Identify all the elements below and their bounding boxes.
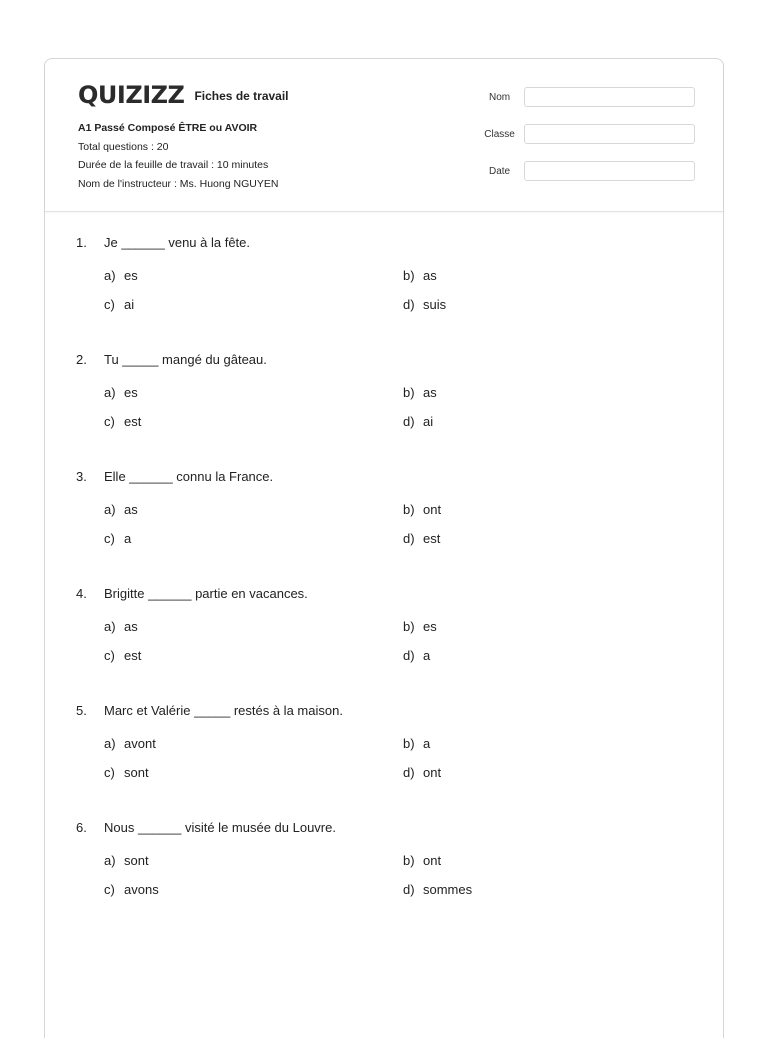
answer-options bbox=[104, 501, 696, 548]
option-text: as bbox=[423, 385, 437, 400]
question-text: Je ______ venu à la fête. bbox=[104, 235, 251, 250]
option-letter: a) bbox=[104, 385, 116, 400]
question-text: Tu _____ mangé du gâteau. bbox=[104, 352, 267, 367]
option-letter: d) bbox=[403, 297, 415, 312]
option-text: ai bbox=[124, 297, 135, 312]
option-text: sont bbox=[124, 765, 149, 780]
option-text: suis bbox=[423, 297, 447, 312]
question-number: 1. bbox=[76, 235, 87, 250]
question-prompt bbox=[76, 699, 696, 723]
question-5 bbox=[76, 699, 696, 816]
question-prompt bbox=[76, 816, 696, 840]
question-text: Brigitte ______ partie en vacances. bbox=[104, 586, 308, 601]
answer-option[interactable] bbox=[104, 267, 403, 285]
answer-option[interactable] bbox=[403, 384, 683, 402]
class-field[interactable] bbox=[524, 124, 695, 144]
worksheet bbox=[44, 58, 724, 1038]
option-letter: a) bbox=[104, 619, 116, 634]
option-text: a bbox=[423, 736, 431, 751]
answer-option[interactable] bbox=[403, 647, 683, 665]
worksheet-title: A1 Passé Composé ÊTRE ou AVOIR bbox=[78, 122, 258, 134]
date-field[interactable] bbox=[524, 161, 695, 181]
answer-options bbox=[104, 384, 696, 431]
answer-options bbox=[104, 852, 696, 899]
option-letter: d) bbox=[403, 765, 415, 780]
quizizz-logo: QUIZIZZ bbox=[78, 81, 185, 109]
option-text: est bbox=[423, 531, 441, 546]
question-number: 6. bbox=[76, 820, 87, 835]
answer-option[interactable] bbox=[104, 530, 403, 548]
question-text: Nous ______ visité le musée du Louvre. bbox=[104, 820, 336, 835]
option-letter: d) bbox=[403, 648, 415, 663]
question-prompt bbox=[76, 231, 696, 255]
answer-option[interactable] bbox=[104, 296, 403, 314]
option-text: avons bbox=[124, 882, 159, 897]
date-label: Date bbox=[488, 165, 511, 177]
answer-option[interactable] bbox=[403, 501, 683, 519]
answer-option[interactable] bbox=[403, 881, 683, 899]
student-fields bbox=[475, 85, 695, 196]
question-prompt bbox=[76, 348, 696, 372]
answer-option[interactable] bbox=[104, 384, 403, 402]
option-letter: a) bbox=[104, 736, 116, 751]
answer-option[interactable] bbox=[104, 735, 403, 753]
question-number: 3. bbox=[76, 469, 87, 484]
option-text: sont bbox=[124, 853, 149, 868]
brand bbox=[78, 81, 289, 109]
option-text: sommes bbox=[423, 882, 473, 897]
option-letter: a) bbox=[104, 268, 116, 283]
worksheet-header bbox=[45, 59, 723, 212]
answer-option[interactable] bbox=[104, 618, 403, 636]
option-letter: b) bbox=[403, 619, 415, 634]
option-letter: c) bbox=[104, 765, 115, 780]
answer-option[interactable] bbox=[403, 267, 683, 285]
option-text: est bbox=[124, 648, 142, 663]
option-letter: c) bbox=[104, 414, 115, 429]
option-text: a bbox=[423, 648, 431, 663]
answer-options bbox=[104, 735, 696, 782]
question-list bbox=[76, 231, 696, 933]
option-text: ont bbox=[423, 765, 442, 780]
answer-option[interactable] bbox=[403, 735, 683, 753]
name-label: Nom bbox=[488, 91, 511, 103]
option-letter: b) bbox=[403, 385, 415, 400]
option-text: es bbox=[423, 619, 437, 634]
option-letter: d) bbox=[403, 882, 415, 897]
question-2 bbox=[76, 348, 696, 465]
answer-option[interactable] bbox=[403, 764, 683, 782]
option-letter: c) bbox=[104, 297, 115, 312]
total-questions: Total questions : 20 bbox=[78, 140, 169, 153]
answer-option[interactable] bbox=[403, 852, 683, 870]
question-text: Elle ______ connu la France. bbox=[104, 469, 274, 484]
question-1 bbox=[76, 231, 696, 348]
answer-option[interactable] bbox=[104, 764, 403, 782]
option-letter: d) bbox=[403, 531, 415, 546]
answer-option[interactable] bbox=[104, 852, 403, 870]
worksheet-duration: Durée de la feuille de travail : 10 minutes bbox=[78, 159, 269, 171]
answer-option[interactable] bbox=[403, 618, 683, 636]
option-letter: b) bbox=[403, 736, 415, 751]
option-letter: c) bbox=[104, 531, 115, 546]
option-letter: d) bbox=[403, 414, 415, 429]
option-text: as bbox=[423, 268, 437, 283]
answer-option[interactable] bbox=[403, 530, 683, 548]
answer-option[interactable] bbox=[403, 413, 683, 431]
question-4 bbox=[76, 582, 696, 699]
question-3 bbox=[76, 465, 696, 582]
question-number: 4. bbox=[76, 586, 87, 601]
question-6 bbox=[76, 816, 696, 933]
question-prompt bbox=[76, 465, 696, 489]
option-text: a bbox=[124, 531, 132, 546]
option-text: ont bbox=[423, 853, 442, 868]
answer-option[interactable] bbox=[104, 881, 403, 899]
option-text: as bbox=[124, 502, 138, 517]
instructor-name: Nom de l'instructeur : Ms. Huong NGUYEN bbox=[78, 177, 279, 190]
class-label: Classe bbox=[484, 128, 515, 140]
option-letter: b) bbox=[403, 502, 415, 517]
question-number: 2. bbox=[76, 352, 87, 367]
answer-option[interactable] bbox=[104, 413, 403, 431]
option-text: es bbox=[124, 268, 138, 283]
worksheet-meta bbox=[78, 119, 278, 193]
answer-option[interactable] bbox=[104, 647, 403, 665]
option-letter: a) bbox=[104, 502, 116, 517]
option-text: as bbox=[124, 619, 138, 634]
name-field[interactable] bbox=[524, 87, 695, 107]
option-letter: b) bbox=[403, 853, 415, 868]
answer-option[interactable] bbox=[104, 501, 403, 519]
answer-options bbox=[104, 618, 696, 665]
option-text: est bbox=[124, 414, 142, 429]
name-field-row bbox=[475, 85, 695, 109]
option-letter: c) bbox=[104, 648, 115, 663]
question-prompt bbox=[76, 582, 696, 606]
option-text: avont bbox=[124, 736, 156, 751]
logo-subtitle: Fiches de travail bbox=[194, 89, 289, 103]
question-number: 5. bbox=[76, 703, 87, 718]
option-text: es bbox=[124, 385, 138, 400]
question-text: Marc et Valérie _____ restés à la maison. bbox=[104, 703, 343, 718]
date-field-row bbox=[475, 159, 695, 183]
option-text: ont bbox=[423, 502, 442, 517]
answer-option[interactable] bbox=[403, 296, 683, 314]
option-letter: b) bbox=[403, 268, 415, 283]
option-letter: c) bbox=[104, 882, 115, 897]
option-text: ai bbox=[423, 414, 434, 429]
class-field-row bbox=[475, 122, 695, 146]
answer-options bbox=[104, 267, 696, 314]
option-letter: a) bbox=[104, 853, 116, 868]
